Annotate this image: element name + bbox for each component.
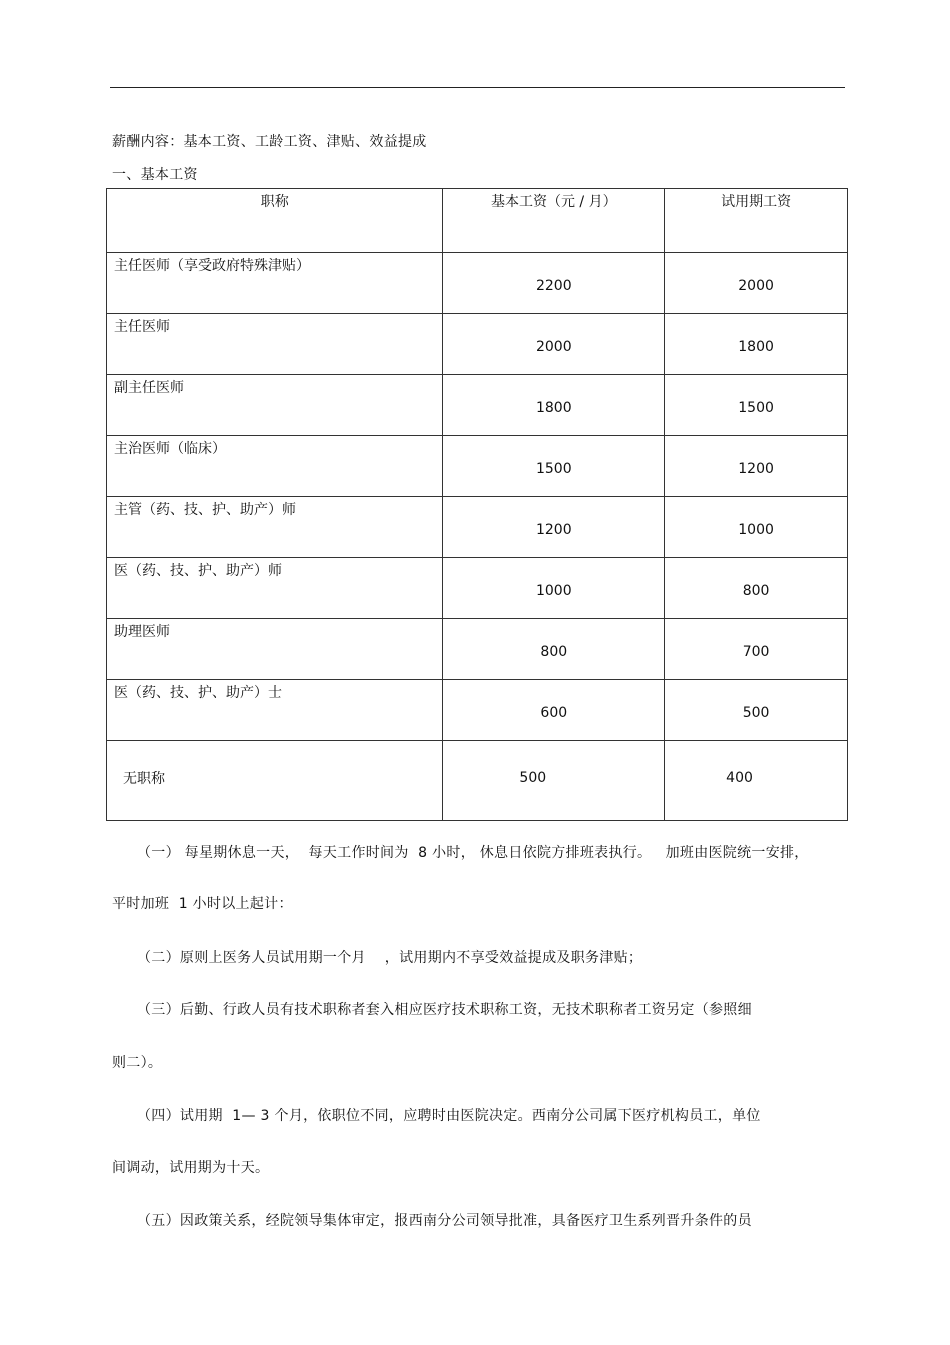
cell-trial: 1500 xyxy=(665,375,848,436)
cell-trial: 1200 xyxy=(665,436,848,497)
table-header-row xyxy=(107,189,848,253)
table-row xyxy=(107,619,848,680)
cell-base: 500 xyxy=(443,741,665,821)
cell-base: 1500 xyxy=(443,436,665,497)
cell-base: 1200 xyxy=(443,497,665,558)
table-row xyxy=(107,558,848,619)
cell-title: 主治医师（临床） xyxy=(107,436,443,497)
cell-base: 800 xyxy=(443,619,665,680)
note-5-line-1: （五）因政策关系，经院领导集体审定，报西南分公司领导批准，具备医疗卫生系列晋升条件的员 xyxy=(137,1213,752,1229)
col-header-base-salary: 基本工资（元 / 月） xyxy=(443,189,665,253)
cell-title: 主管（药、技、护、助产）师 xyxy=(107,497,443,558)
note-3-line-2: 则二）。 xyxy=(112,1055,163,1071)
cell-base: 2200 xyxy=(443,253,665,314)
note-3-line-1: （三）后勤、行政人员有技术职称者套入相应医疗技术职称工资，无技术职称者工资另定（参照细 xyxy=(137,1002,752,1018)
section-title: 一、基本工资 xyxy=(112,167,198,183)
col-header-trial-salary: 试用期工资 xyxy=(665,189,848,253)
cell-trial: 400 xyxy=(665,741,848,821)
table-row xyxy=(107,253,848,314)
table-row xyxy=(107,375,848,436)
cell-trial: 500 xyxy=(665,680,848,741)
table-row xyxy=(107,741,848,821)
cell-title: 无职称 xyxy=(107,741,443,821)
table-row xyxy=(107,680,848,741)
cell-base: 2000 xyxy=(443,314,665,375)
note-4-line-2: 间调动，试用期为十天。 xyxy=(112,1160,270,1176)
note-2: （二）原则上医务人员试用期一个月 ，试用期内不享受效益提成及职务津贴； xyxy=(137,950,643,966)
cell-title: 医（药、技、护、助产）师 xyxy=(107,558,443,619)
cell-trial: 1800 xyxy=(665,314,848,375)
cell-title: 主任医师（享受政府特殊津贴） xyxy=(107,253,443,314)
salary-table xyxy=(106,188,848,821)
col-header-title: 职称 xyxy=(107,189,443,253)
cell-base: 1800 xyxy=(443,375,665,436)
cell-trial: 1000 xyxy=(665,497,848,558)
cell-title: 主任医师 xyxy=(107,314,443,375)
note-1-line-1: （一） 每星期休息一天， 每天工作时间为 8 小时， 休息日依院方排班表执行。 加班由医院统一安排， xyxy=(137,845,809,861)
header-rule xyxy=(110,87,845,88)
cell-base: 600 xyxy=(443,680,665,741)
table-row xyxy=(107,497,848,558)
intro-line: 薪酬内容：基本工资、工龄工资、津贴、效益提成 xyxy=(112,134,427,150)
cell-base: 1000 xyxy=(443,558,665,619)
cell-trial: 800 xyxy=(665,558,848,619)
table-row xyxy=(107,436,848,497)
note-4-line-1: （四）试用期 1— 3 个月，依职位不同，应聘时由医院决定。西南分公司属下医疗机构员工，单位 xyxy=(137,1108,761,1124)
cell-title: 医（药、技、护、助产）士 xyxy=(107,680,443,741)
cell-title: 副主任医师 xyxy=(107,375,443,436)
table-row xyxy=(107,314,848,375)
note-1-line-2: 平时加班 1 小时以上起计： xyxy=(112,896,293,912)
cell-title: 助理医师 xyxy=(107,619,443,680)
cell-trial: 700 xyxy=(665,619,848,680)
cell-trial: 2000 xyxy=(665,253,848,314)
